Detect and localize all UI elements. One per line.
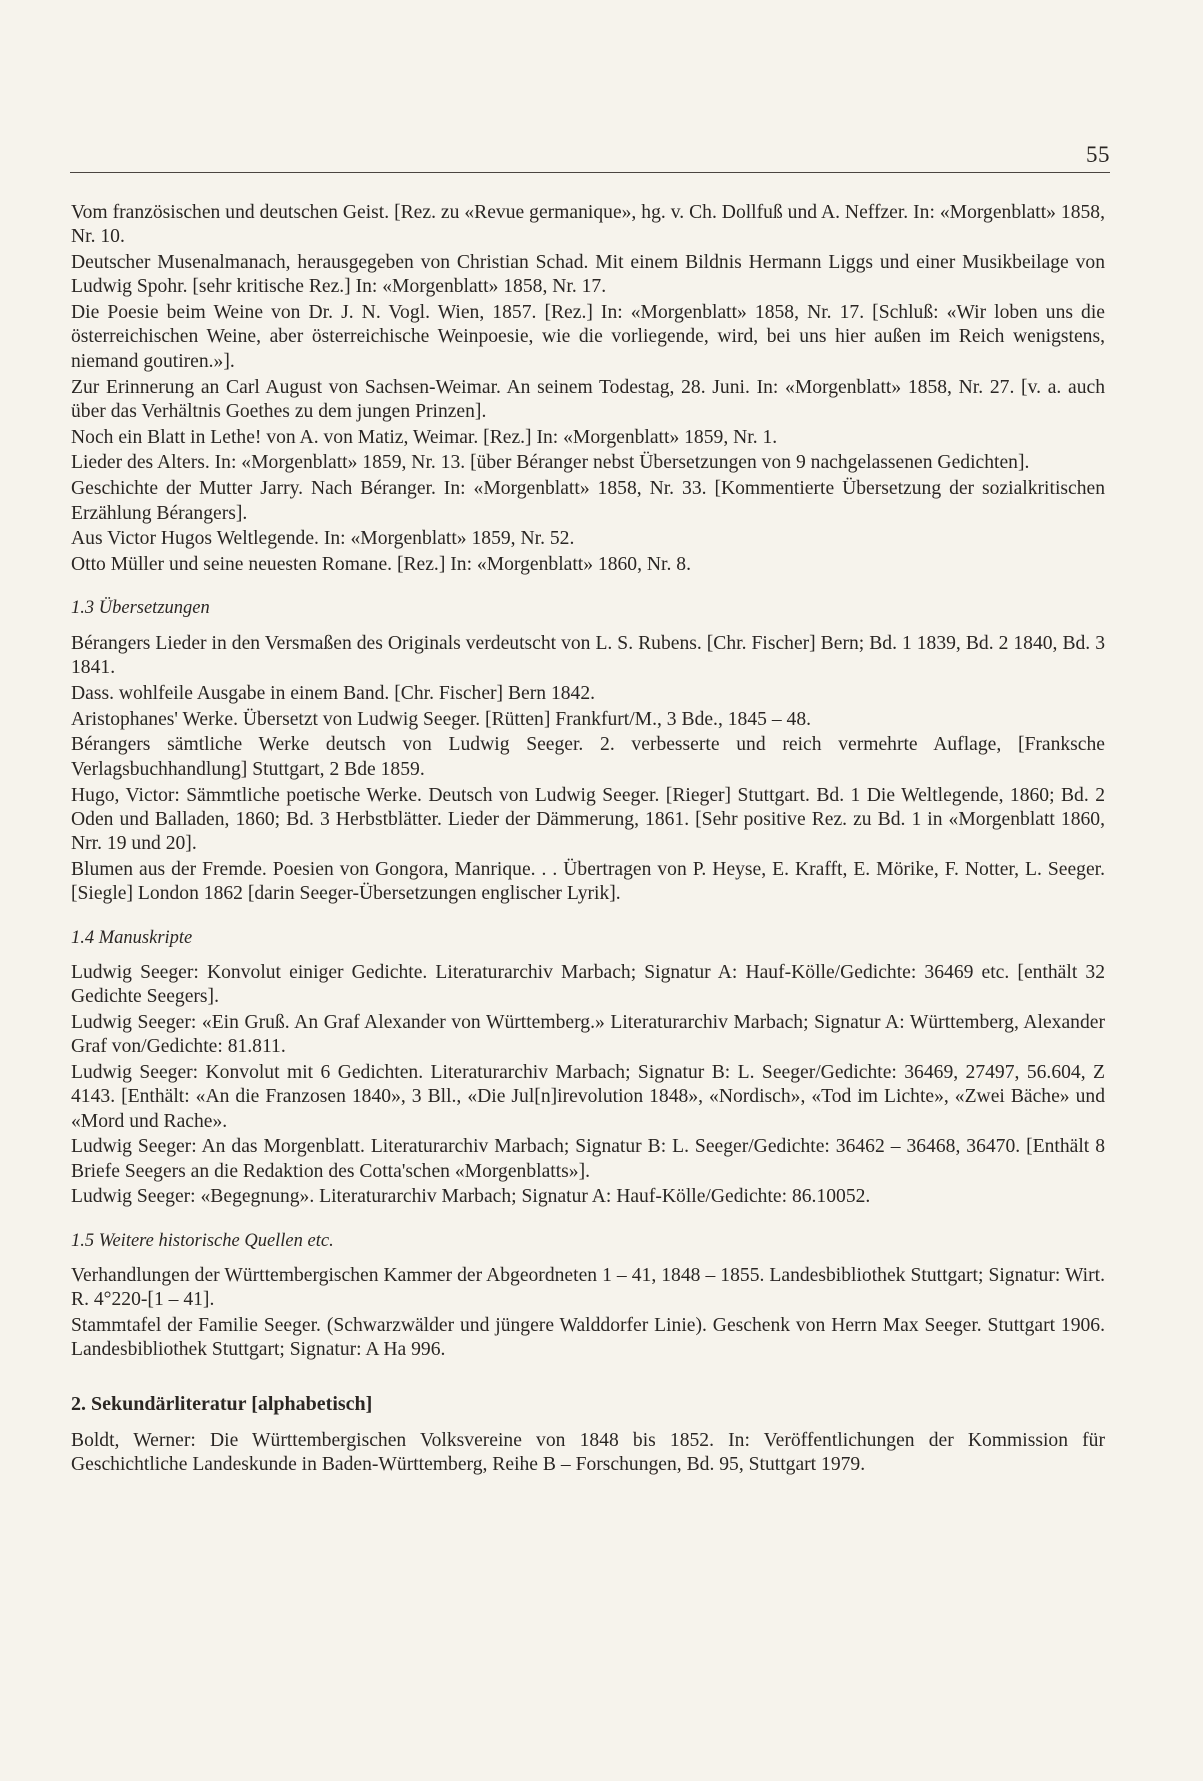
bibliography-entry: Ludwig Seeger: «Begegnung». Literaturarchiv Marbach; Signatur A: Hauf-Kölle/Gedichte: 86.10052. <box>71 1186 871 1208</box>
section-1-3-entries <box>71 632 1105 907</box>
bibliography-entry: Boldt, Werner: Die Württembergischen Volksvereine von 1848 bis 1852. In: Veröffentlichungen der Kommission für Geschichtliche Landeskunde in Baden-Württemberg, Reihe B – Forschungen, Bd. 95, Stuttgart 1979. <box>71 1430 1105 1476</box>
bibliography-entry: Ludwig Seeger: «Ein Gruß. An Graf Alexander von Württemberg.» Literaturarchiv Marbach; Signatur A: Württemberg, Alexander Graf von/Gedichte: 81.811. <box>71 1011 1105 1058</box>
section-heading-sekundaerliteratur: 2. Sekundärliteratur [alphabetisch] <box>71 1392 373 1415</box>
bibliography-entry: Ludwig Seeger: An das Morgenblatt. Literaturarchiv Marbach; Signatur B: L. Seeger/Gedichte: 36462 – 36468, 36470. [Enthält 8 Briefe Seegers an die Redaktion des Cotta'schen «Morgenblatts»]. <box>71 1136 1105 1182</box>
section-1-4-entries <box>71 961 1105 1210</box>
header-rule <box>70 172 1110 173</box>
bibliography-entry: Otto Müller und seine neuesten Romane. [Rez.] In: «Morgenblatt» 1860, Nr. 8. <box>71 554 691 576</box>
bibliography-entry: Vom französischen und deutschen Geist. [Rez. zu «Revue germanique», hg. v. Ch. Dollfuß und A. Neffzer. In: «Morgenblatt» 1858, Nr. 10. <box>71 202 1105 248</box>
bibliography-entry: Ludwig Seeger: Konvolut einiger Gedichte. Literaturarchiv Marbach; Signatur A: Hauf-Kölle/Gedichte: 36469 etc. [enthält 32 Gedichte Seegers]. <box>71 961 1105 1008</box>
section-heading-historische-quellen: 1.5 Weitere historische Quellen etc. <box>71 1230 334 1251</box>
bibliography-entry: Zur Erinnerung an Carl August von Sachsen-Weimar. An seinem Todestag, 28. Juni. In: «Morgenblatt» 1858, Nr. 27. [v. a. auch über das Verhältnis Goethes zu dem jungen Prinzen]. <box>71 376 1105 422</box>
bibliography-entry: Hugo, Victor: Sämmtliche poetische Werke. Deutsch von Ludwig Seeger. [Rieger] Stuttgart. Bd. 1 Die Weltlegende, 1860; Bd. 2 Oden und Balladen, 1860; Bd. 3 Herbstblätter. Lieder der Dämmerung, 1861. [Sehr positive Rez. zu Bd. 1 in «Morgenblatt 1860, Nrr. 19 und 20]. <box>71 784 1105 855</box>
bibliography-entry: Bérangers sämtliche Werke deutsch von Ludwig Seeger. 2. verbesserte und reich vermehrte Auflage, [Franksche Verlagsbuchhandlung] Stuttgart, 2 Bde 1859. <box>71 734 1105 780</box>
bibliography-entry: Verhandlungen der Württembergischen Kammer der Abgeordneten 1 – 41, 1848 – 1855. Landesbibliothek Stuttgart; Signatur: Wirt. R. 4°220-[1 – 41]. <box>71 1265 1105 1311</box>
bibliography-entry: Die Poesie beim Weine von Dr. J. N. Vogl. Wien, 1857. [Rez.] In: «Morgenblatt» 1858, Nr. 17. [Schluß: «Wir loben uns die österreichischen Weine, aber österreichische Weinpoesie, wie die vorliegende, wird, bei uns hier außen im Reich wenigstens, niemand goutiren.»]. <box>71 302 1105 372</box>
bibliography-entry: Bérangers Lieder in den Versmaßen des Originals verdeutscht von L. S. Rubens. [Chr. Fischer] Bern; Bd. 1 1839, Bd. 2 1840, Bd. 3 1841. <box>71 632 1105 679</box>
bibliography-entry: Noch ein Blatt in Lethe! von A. von Matiz, Weimar. [Rez.] In: «Morgenblatt» 1859, Nr. 1. <box>71 426 778 448</box>
section-heading-uebersetzungen: 1.3 Übersetzungen <box>71 598 210 619</box>
bibliography-entry: Aus Victor Hugos Weltlegende. In: «Morgenblatt» 1859, Nr. 52. <box>71 528 575 550</box>
section-heading-manuskripte: 1.4 Manuskripte <box>71 927 193 948</box>
section-1-5-entries <box>71 1264 1105 1363</box>
bibliography-entry: Lieder des Alters. In: «Morgenblatt» 1859, Nr. 13. [über Béranger nebst Übersetzungen von 9 nachgelassenen Gedichten]. <box>71 452 1030 474</box>
bibliography-entry: Geschichte der Mutter Jarry. Nach Béranger. In: «Morgenblatt» 1858, Nr. 33. [Kommentierte Übersetzung der sozialkritischen Erzählung Bérangers]. <box>71 478 1105 524</box>
section-1-2-entries <box>71 201 1105 577</box>
bibliography-entry: Ludwig Seeger: Konvolut mit 6 Gedichten. Literaturarchiv Marbach; Signatur B: L. Seeger/Gedichte: 36469, 27497, 56.604, Z 4143. [Enthält: «An die Franzosen 1840», 3 Bll., «Die Jul[n]irevolution 1848», «Nordisch», «Tod im Lichte», «Zwei Bäche» und «Mord und Rache». <box>71 1062 1105 1132</box>
bibliography-entry: Blumen aus der Fremde. Poesien von Gongora, Manrique. . . Übertragen von P. Heyse, E. Krafft, E. Mörike, F. Notter, L. Seeger. [Siegle] London 1862 [darin Seeger-Übersetzungen englischer Lyrik]. <box>71 858 1105 905</box>
bibliography-entry: Stammtafel der Familie Seeger. (Schwarzwälder und jüngere Walddorfer Linie). Geschenk von Herrn Max Seeger. Stuttgart 1906. Landesbibliothek Stuttgart; Signatur: A Ha 996. <box>71 1315 1105 1361</box>
section-2-entries <box>71 1429 1105 1478</box>
bibliography-entry: Dass. wohlfeile Ausgabe in einem Band. [Chr. Fischer] Bern 1842. <box>71 682 596 704</box>
bibliography-entry: Deutscher Musenalmanach, herausgegeben von Christian Schad. Mit einem Bildnis Hermann Liggs und einer Musikbeilage von Ludwig Spohr. [sehr kritische Rez.] In: «Morgenblatt» 1858, Nr. 17. <box>71 252 1105 298</box>
bibliography-content <box>71 201 1105 1479</box>
page-number: 55 <box>1086 142 1110 167</box>
bibliography-entry: Aristophanes' Werke. Übersetzt von Ludwig Seeger. [Rütten] Frankfurt/M., 3 Bde., 1845 – 48. <box>71 708 812 730</box>
